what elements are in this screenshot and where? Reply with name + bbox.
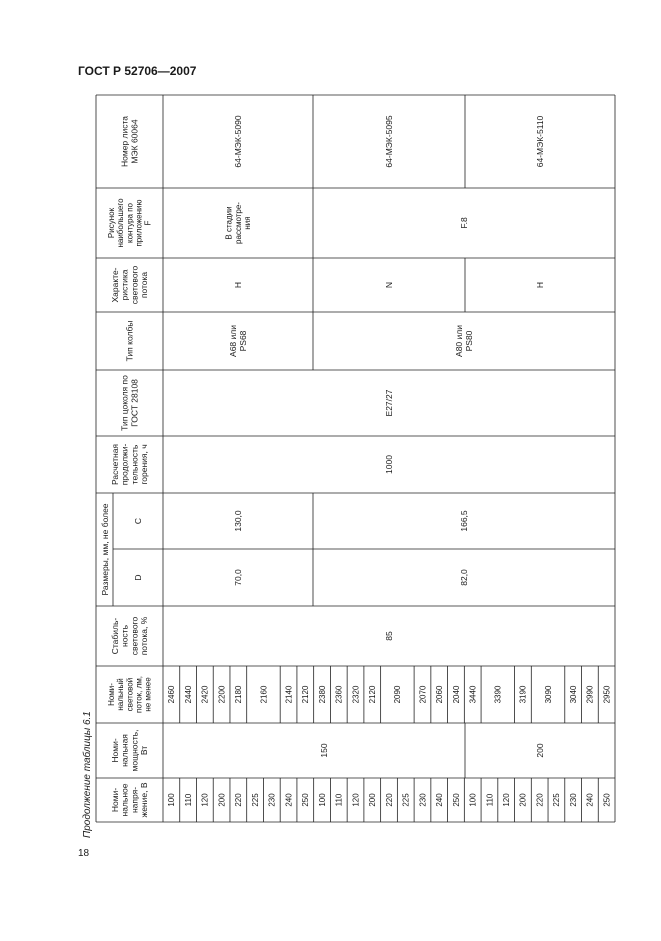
table-caption: Продолжение таблицы 6.1 bbox=[82, 711, 93, 838]
light-char-1: H bbox=[232, 281, 243, 289]
flux-cell: 2460 bbox=[167, 685, 177, 704]
voltage-cell: 230 bbox=[568, 793, 578, 807]
voltage-cell: 110 bbox=[485, 793, 495, 807]
voltage-cell: 240 bbox=[284, 793, 294, 807]
flux-cell: 2360 bbox=[334, 685, 344, 704]
sheet-1: 64-МЭК-5090 bbox=[232, 115, 243, 168]
voltage-cell: 225 bbox=[552, 793, 562, 807]
page-number: 18 bbox=[78, 848, 90, 859]
flux-cell: 2180 bbox=[234, 685, 244, 704]
flux-cell: 2120 bbox=[301, 685, 311, 704]
flux-cell: 2320 bbox=[351, 685, 361, 704]
voltage-cell: 220 bbox=[535, 793, 545, 807]
flux-cell: 2990 bbox=[585, 685, 595, 704]
dim-d-1: 70,0 bbox=[232, 569, 243, 586]
voltage-cell: 225 bbox=[401, 793, 411, 807]
sheet-2: 64-МЭК-5095 bbox=[383, 115, 394, 168]
voltage-cell: 230 bbox=[267, 793, 277, 807]
figure-2: F.8 bbox=[458, 217, 469, 229]
flux-cell: 2420 bbox=[200, 685, 210, 704]
flux-cell: 3440 bbox=[468, 685, 478, 704]
voltage-cell: 230 bbox=[418, 793, 428, 807]
header-voltage: Номи-нальноенапря-жение, В bbox=[109, 782, 150, 818]
header-power: Номи-нальнаямощность,Вт bbox=[109, 729, 150, 772]
light-char-2: N bbox=[383, 281, 394, 289]
voltage-cell: 200 bbox=[368, 793, 378, 807]
header-dim-d: D bbox=[132, 574, 143, 581]
header-bulb: Тип колбы bbox=[124, 320, 135, 362]
bulb-2: A80 илиPS80 bbox=[454, 325, 474, 357]
voltage-cell: 250 bbox=[602, 793, 612, 807]
flux-cell: 2070 bbox=[418, 685, 428, 704]
dim-c-2: 166,5 bbox=[458, 510, 469, 532]
stability-value: 85 bbox=[383, 631, 394, 641]
flux-cell: 2060 bbox=[435, 685, 445, 704]
flux-cell: 3040 bbox=[568, 685, 578, 704]
figure-1: В стадиирассмотре-ния bbox=[224, 202, 252, 244]
flux-cell: 3190 bbox=[518, 685, 528, 704]
flux-cell: 2950 bbox=[602, 685, 612, 704]
voltage-cell: 100 bbox=[317, 793, 327, 807]
voltage-cell: 110 bbox=[334, 793, 344, 807]
header-flux: Номи-нальныйсветовойпоток, лм,не менее bbox=[106, 676, 153, 713]
flux-cell: 2140 bbox=[284, 685, 294, 704]
voltage-cell: 100 bbox=[167, 793, 177, 807]
flux-cell: 2160 bbox=[259, 685, 269, 704]
flux-cell: 2040 bbox=[451, 685, 461, 704]
header-life: Расчетнаяпродолжи-тельностьгорения, ч bbox=[109, 443, 150, 486]
voltage-cell: 100 bbox=[468, 793, 478, 807]
header-cap: Тип цоколя поГОСТ 28108 bbox=[119, 375, 140, 431]
header-dims-group: Размеры, мм, не более bbox=[99, 503, 110, 596]
flux-cell: 2200 bbox=[217, 685, 227, 704]
header-stability: Стабиль-ностьсветовогопотока, % bbox=[109, 616, 150, 656]
voltage-cell: 110 bbox=[183, 793, 193, 807]
header-dim-c: C bbox=[132, 517, 143, 525]
sheet-3: 64-МЭК-5110 bbox=[534, 115, 545, 168]
bulb-1: A68 илиPS68 bbox=[228, 325, 248, 357]
flux-cell: 2120 bbox=[368, 685, 378, 704]
voltage-cell: 225 bbox=[250, 793, 260, 807]
voltage-cell: 220 bbox=[234, 793, 244, 807]
flux-cell: 2090 bbox=[393, 685, 403, 704]
light-char-3: H bbox=[534, 281, 545, 289]
dim-c-1: 130,0 bbox=[232, 510, 243, 532]
voltage-cell: 120 bbox=[200, 793, 210, 807]
power-200: 200 bbox=[534, 743, 545, 758]
voltage-cell: 200 bbox=[518, 793, 528, 807]
voltage-cell: 120 bbox=[501, 793, 511, 807]
header-light-char: Характе-ристикасветовогопотока bbox=[109, 265, 150, 305]
voltage-cell: 250 bbox=[301, 793, 311, 807]
header-sheet: Номер листаМЭК 60064 bbox=[119, 115, 140, 168]
document-header: ГОСТ Р 52706—2007 bbox=[78, 64, 197, 78]
voltage-cell: 240 bbox=[435, 793, 445, 807]
flux-cell: 3090 bbox=[543, 685, 553, 704]
voltage-cell: 240 bbox=[585, 793, 595, 807]
flux-cell: 2440 bbox=[183, 685, 193, 704]
voltage-cell: 250 bbox=[451, 793, 461, 807]
flux-cell: 2380 bbox=[317, 685, 327, 704]
voltage-cell: 220 bbox=[384, 793, 394, 807]
voltage-cell: 120 bbox=[351, 793, 361, 807]
life-value: 1000 bbox=[383, 455, 394, 474]
flux-cell: 3390 bbox=[493, 685, 503, 704]
power-150: 150 bbox=[318, 743, 329, 758]
cap-value: E27/27 bbox=[383, 389, 394, 417]
voltage-cell: 200 bbox=[217, 793, 227, 807]
header-figure: Рисунокнаибольшегоконтура поприложениюF bbox=[106, 198, 153, 248]
dim-d-2: 82,0 bbox=[458, 569, 469, 586]
